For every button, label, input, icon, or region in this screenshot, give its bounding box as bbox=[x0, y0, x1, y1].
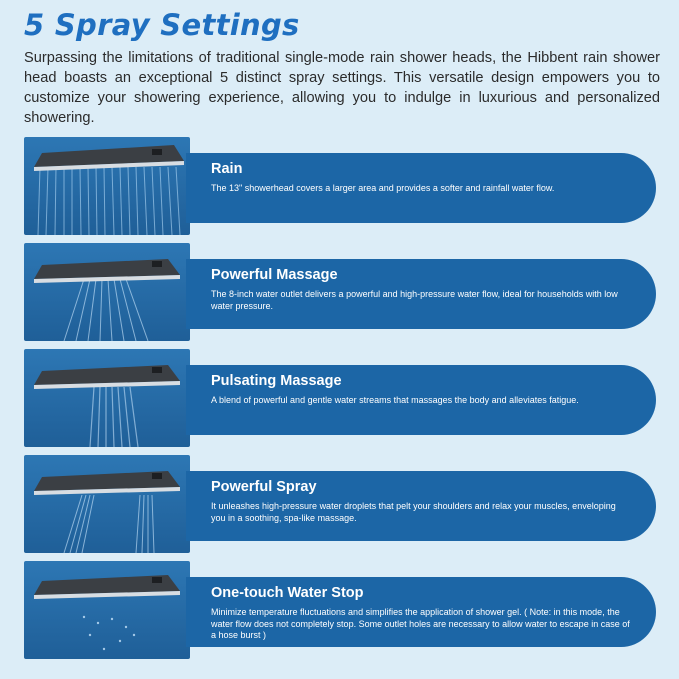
shower-head-rain-icon bbox=[24, 137, 190, 235]
shower-head-pulsating-icon bbox=[24, 349, 190, 447]
mode-rain bbox=[0, 137, 679, 235]
mode-pulsating-massage bbox=[0, 349, 679, 447]
mode-banner bbox=[190, 259, 656, 329]
mode-title: Pulsating Massage bbox=[211, 373, 342, 389]
mode-powerful-massage bbox=[0, 243, 679, 341]
mode-water-stop bbox=[0, 561, 679, 659]
shower-head-stop-icon bbox=[24, 561, 190, 659]
mode-title: One-touch Water Stop bbox=[211, 585, 364, 601]
mode-description: The 8-inch water outlet delivers a powerful and high-pressure water flow, ideal for households with low water pressure. bbox=[211, 289, 618, 311]
mode-description: A blend of powerful and gentle water streams that massages the body and alleviates fatigue. bbox=[211, 395, 579, 405]
mode-description: Minimize temperature fluctuations and simplifies the application of shower gel. ( Note: in this mode, the water flow does not completely stop. Some outlet holes are necessary to allow water to escape in case of a hose burst ) bbox=[211, 607, 630, 640]
mode-title: Powerful Spray bbox=[211, 479, 317, 495]
intro-text: Surpassing the limitations of traditional single-mode rain shower heads, the Hibbent rain shower head boasts an exceptional 5 distinct spray settings. This versatile design empowers you to customize your showering experience, allowing you to indulge in luxurious and personalized showering. bbox=[24, 50, 660, 126]
mode-description: It unleashes high-pressure water droplets that pelt your shoulders and relax your muscles, enveloping you in a soothing, spa-like massage. bbox=[211, 501, 616, 523]
shower-head-spray-icon bbox=[24, 455, 190, 553]
mode-powerful-spray bbox=[0, 455, 679, 553]
shower-head-massage-icon bbox=[24, 243, 190, 341]
mode-title: Rain bbox=[211, 161, 243, 177]
mode-title: Powerful Massage bbox=[211, 267, 338, 283]
mode-banner bbox=[190, 577, 656, 647]
page-title: 5 Spray Settings bbox=[24, 8, 300, 42]
mode-banner bbox=[190, 471, 656, 541]
mode-banner bbox=[190, 153, 656, 223]
mode-description: The 13" showerhead covers a larger area and provides a softer and rainfall water flow. bbox=[211, 183, 555, 193]
mode-banner bbox=[190, 365, 656, 435]
